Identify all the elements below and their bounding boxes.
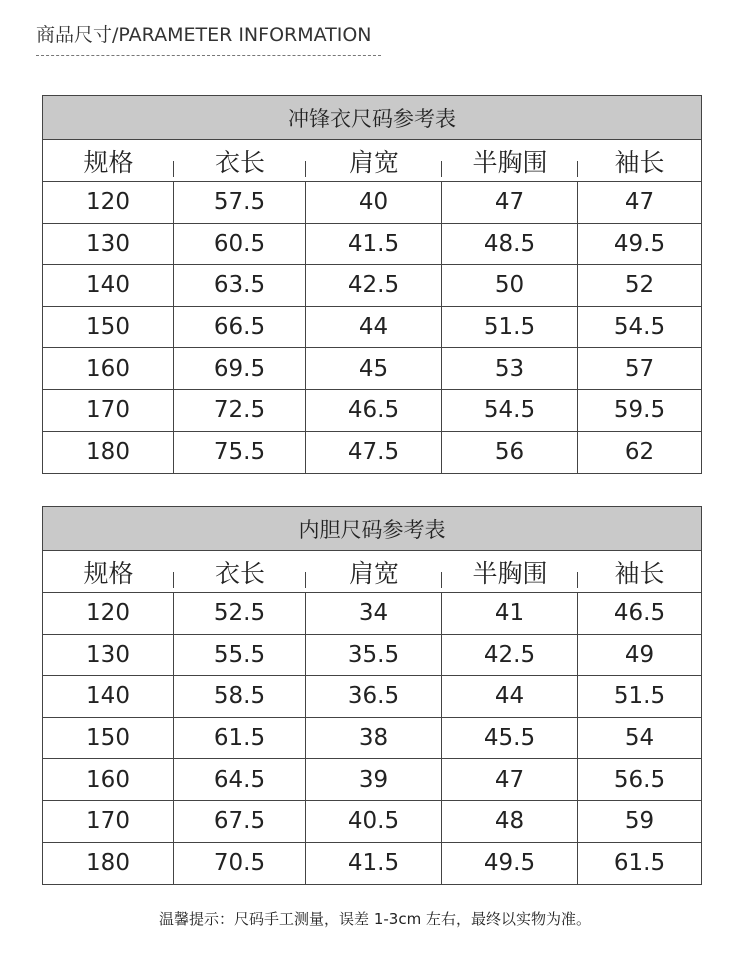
cell-shoulder: 46.5 xyxy=(306,390,442,431)
cell-size: 160 xyxy=(43,759,174,800)
table-row xyxy=(43,432,701,474)
table-title: 冲锋衣尺码参考表 xyxy=(43,96,701,140)
cell-half-chest: 48 xyxy=(442,801,578,842)
cell-shoulder: 38 xyxy=(306,718,442,759)
cell-shoulder: 42.5 xyxy=(306,265,442,306)
cell-sleeve: 62 xyxy=(624,439,655,466)
column-header-sleeve: 袖长 xyxy=(614,558,665,588)
cell-shoulder: 44 xyxy=(306,307,442,348)
column-header-shoulder: 肩宽 xyxy=(306,140,442,181)
cell-half-chest: 45.5 xyxy=(442,718,578,759)
cell-length: 58.5 xyxy=(174,676,306,717)
cell-size: 180 xyxy=(43,843,174,885)
page-title: 商品尺寸/PARAMETER INFORMATION xyxy=(36,24,372,46)
cell-shoulder: 41.5 xyxy=(306,843,442,885)
cell-size: 130 xyxy=(43,635,174,676)
table-row xyxy=(43,265,701,307)
cell-sleeve: 57 xyxy=(624,355,655,382)
cell-length: 57.5 xyxy=(174,182,306,223)
table-body xyxy=(43,182,701,473)
column-header-size: 规格 xyxy=(43,140,174,181)
cell-shoulder: 34 xyxy=(306,593,442,634)
cell-sleeve: 47 xyxy=(624,189,655,216)
table-header-row xyxy=(43,551,701,593)
table-row xyxy=(43,593,701,635)
cell-size: 160 xyxy=(43,348,174,389)
cell-length: 60.5 xyxy=(174,224,306,265)
cell-length: 52.5 xyxy=(174,593,306,634)
cell-length: 67.5 xyxy=(174,801,306,842)
cell-size: 150 xyxy=(43,307,174,348)
cell-half-chest: 47 xyxy=(442,759,578,800)
table-row xyxy=(43,718,701,760)
column-header-sleeve: 袖长 xyxy=(614,147,665,177)
cell-length: 64.5 xyxy=(174,759,306,800)
column-header-size: 规格 xyxy=(43,551,174,592)
cell-length: 75.5 xyxy=(174,432,306,474)
cell-sleeve: 46.5 xyxy=(613,600,666,627)
table-row xyxy=(43,635,701,677)
cell-size: 150 xyxy=(43,718,174,759)
cell-half-chest: 51.5 xyxy=(442,307,578,348)
cell-length: 72.5 xyxy=(174,390,306,431)
cell-shoulder: 45 xyxy=(306,348,442,389)
cell-half-chest: 41 xyxy=(442,593,578,634)
cell-sleeve: 52 xyxy=(624,272,655,299)
cell-half-chest: 48.5 xyxy=(442,224,578,265)
cell-sleeve: 59 xyxy=(624,808,655,835)
cell-length: 70.5 xyxy=(174,843,306,885)
cell-sleeve: 51.5 xyxy=(613,683,666,710)
cell-size: 140 xyxy=(43,265,174,306)
page-header xyxy=(36,20,381,56)
title-divider xyxy=(36,55,381,56)
cell-sleeve: 56.5 xyxy=(613,766,666,793)
table-row xyxy=(43,390,701,432)
cell-shoulder: 47.5 xyxy=(306,432,442,474)
cell-shoulder: 36.5 xyxy=(306,676,442,717)
liner-size-table xyxy=(42,506,702,885)
cell-sleeve: 49.5 xyxy=(613,230,666,257)
cell-size: 170 xyxy=(43,390,174,431)
cell-length: 66.5 xyxy=(174,307,306,348)
column-header-length: 衣长 xyxy=(174,140,306,181)
cell-size: 140 xyxy=(43,676,174,717)
table-row xyxy=(43,348,701,390)
table-row xyxy=(43,676,701,718)
cell-sleeve: 54 xyxy=(624,725,655,752)
cell-half-chest: 56 xyxy=(442,432,578,474)
cell-half-chest: 44 xyxy=(442,676,578,717)
table-row xyxy=(43,843,701,885)
column-header-half-chest: 半胸围 xyxy=(442,140,578,181)
jacket-size-table xyxy=(42,95,702,474)
table-row xyxy=(43,182,701,224)
cell-half-chest: 53 xyxy=(442,348,578,389)
cell-length: 63.5 xyxy=(174,265,306,306)
cell-shoulder: 40 xyxy=(306,182,442,223)
footer-note: 温馨提示：尺码手工测量，误差 1-3cm 左右，最终以实物为准。 xyxy=(159,910,591,928)
cell-sleeve: 49 xyxy=(624,641,655,668)
table-body xyxy=(43,593,701,884)
cell-size: 130 xyxy=(43,224,174,265)
table-row xyxy=(43,759,701,801)
table-header-row xyxy=(43,140,701,182)
cell-sleeve: 61.5 xyxy=(613,850,666,877)
cell-half-chest: 47 xyxy=(442,182,578,223)
table-row xyxy=(43,307,701,349)
cell-size: 120 xyxy=(43,593,174,634)
cell-half-chest: 49.5 xyxy=(442,843,578,885)
column-header-length: 衣长 xyxy=(174,551,306,592)
cell-size: 170 xyxy=(43,801,174,842)
cell-half-chest: 54.5 xyxy=(442,390,578,431)
cell-length: 61.5 xyxy=(174,718,306,759)
table-row xyxy=(43,224,701,266)
cell-shoulder: 41.5 xyxy=(306,224,442,265)
table-row xyxy=(43,801,701,843)
cell-size: 120 xyxy=(43,182,174,223)
cell-half-chest: 50 xyxy=(442,265,578,306)
cell-length: 69.5 xyxy=(174,348,306,389)
column-header-shoulder: 肩宽 xyxy=(306,551,442,592)
cell-size: 180 xyxy=(43,432,174,474)
cell-length: 55.5 xyxy=(174,635,306,676)
cell-shoulder: 40.5 xyxy=(306,801,442,842)
cell-sleeve: 59.5 xyxy=(613,397,666,424)
cell-shoulder: 35.5 xyxy=(306,635,442,676)
column-header-half-chest: 半胸围 xyxy=(442,551,578,592)
cell-shoulder: 39 xyxy=(306,759,442,800)
cell-half-chest: 42.5 xyxy=(442,635,578,676)
cell-sleeve: 54.5 xyxy=(613,314,666,341)
table-title: 内胆尺码参考表 xyxy=(43,507,701,551)
